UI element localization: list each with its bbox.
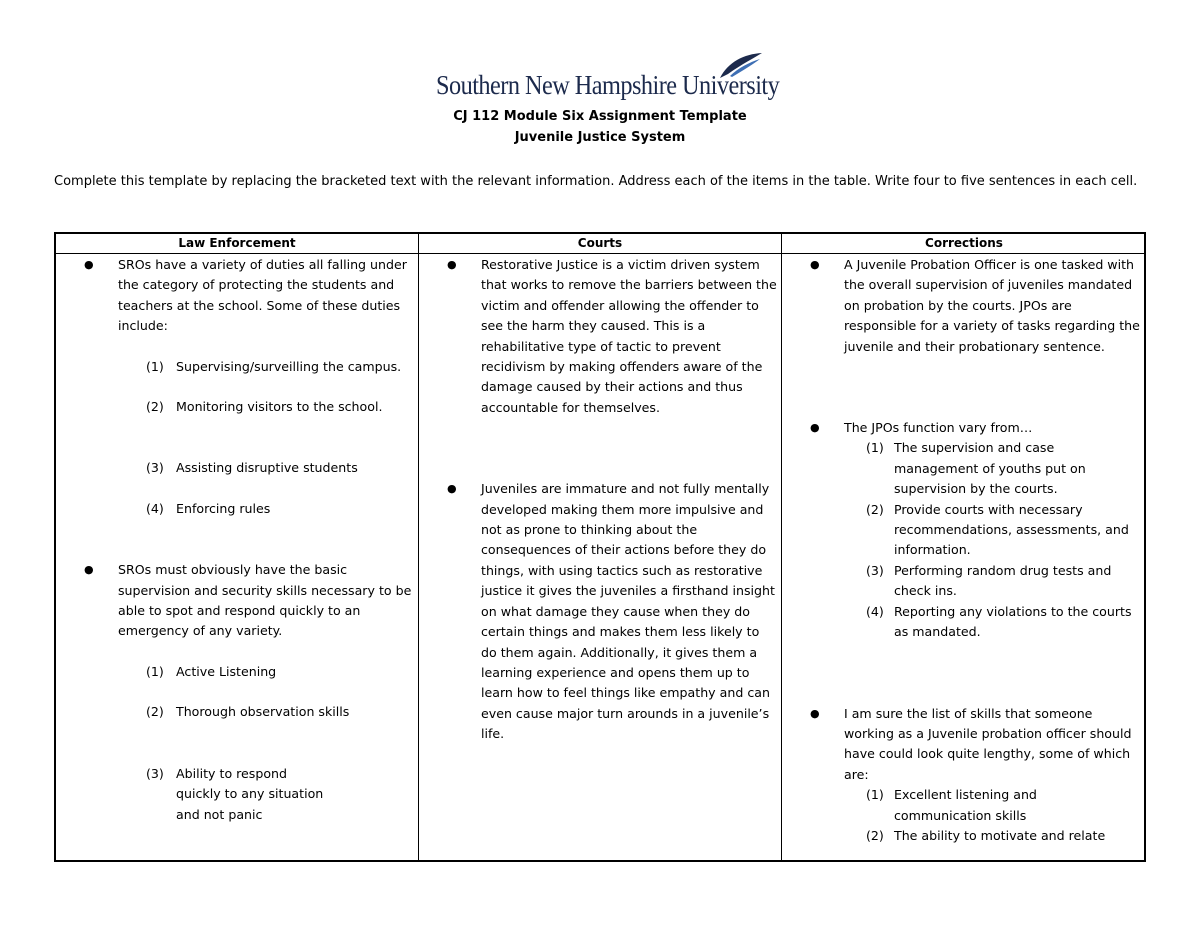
list-item: (1) The supervision and case management of youths put on supervision by the courts.: [866, 440, 1086, 497]
bullet-icon: ●: [447, 482, 457, 496]
list-item: ● SROs must obviously have the basic supervision and security skills necessary to be able to spot and respond quickly to an emergency of any variety.: [84, 562, 412, 639]
list-item: (1) Supervising/surveilling the campus.: [146, 358, 402, 374]
instructions-text: Complete this template by replacing the bracketed text with the relevant information. Address each of the items in the table. Write four to five sentences in each cell.: [54, 174, 1138, 189]
list-item: (2) The ability to motivate and relate: [866, 827, 1106, 843]
bullet-icon: ●: [84, 563, 94, 577]
list-item: (4) Reporting any violations to the courts as mandated.: [866, 603, 1132, 640]
column-divider: [418, 234, 419, 860]
list-item: (2) Provide courts with necessary recommendations, assessments, and information.: [866, 501, 1129, 558]
list-item: (3) Assisting disruptive students: [146, 460, 358, 476]
list-item: (2) Thorough observation skills: [146, 704, 350, 720]
university-name: Southern New Hampshire University: [436, 70, 780, 100]
list-item: (1) Excellent listening and communication skills: [866, 787, 1037, 823]
leaf-icon: [718, 52, 764, 80]
list-item: (2) Monitoring visitors to the school.: [146, 399, 383, 415]
assignment-title: CJ 112 Module Six Assignment Template: [453, 109, 747, 124]
assignment-table: [54, 232, 1146, 862]
header-corrections: Corrections: [925, 236, 1003, 250]
list-item: (4) Enforcing rules: [146, 500, 271, 516]
bullet-icon: ●: [810, 421, 820, 435]
list-item: ● The JPOs function vary from…: [810, 418, 1140, 438]
bullet-icon: ●: [810, 258, 820, 271]
list-item: ● A Juvenile Probation Officer is one tasked with the overall supervision of juveniles mandated on probation by the courts. JPOs are responsible for a variety of tasks regarding the juvenile and their probationary sentence.: [810, 257, 1140, 354]
list-item: (1) Active Listening: [146, 663, 277, 679]
assignment-subtitle: Juvenile Justice System: [514, 130, 686, 145]
list-item: ● I am sure the list of skills that someone working as a Juvenile probation officer should have could look quite lengthy, some of which are:: [810, 705, 1132, 782]
bullet-icon: ●: [810, 706, 820, 720]
list-item: (3) Ability to respond quickly to any situation and not panic: [146, 765, 324, 822]
header-law-enforcement: Law Enforcement: [178, 236, 296, 250]
list-item: (3) Performing random drug tests and check ins.: [866, 562, 1112, 599]
header-courts: Courts: [577, 236, 623, 250]
column-divider: [781, 234, 782, 860]
cell-law-enforcement: [84, 255, 414, 825]
list-item: ● Juveniles are immature and not fully mentally developed making them more impulsive and not as prone to thinking about the consequences of their actions before they do things, with using tactics such as restorative justice it gives the juveniles a firsthand insight on what damage they cause when they do certain things and makes them less likely to do them again. Additionally, it gives them a learning experience and opens them up to learn how to feel things like empathy and can even cause major turn arounds in a juvenile’s life.: [447, 481, 775, 742]
header-divider: [56, 253, 1144, 254]
list-item: ● Restorative Justice is a victim driven system that works to remove the barriers between the victim and offender allowing the offender to see the harm they caused. This is a rehabilitative type of tactic to prevent recidivism by making offenders aware of the damage caused by their actions and thus accountable for themselves.: [447, 257, 777, 415]
university-logo: [436, 52, 780, 102]
list-item: ● SROs have a variety of duties all falling under the category of protecting the students and teachers at the school. Some of these duties include:: [84, 257, 407, 334]
bullet-icon: ●: [447, 258, 457, 271]
cell-corrections: [810, 255, 1140, 846]
cell-courts: [447, 255, 777, 745]
bullet-icon: ●: [84, 258, 94, 271]
